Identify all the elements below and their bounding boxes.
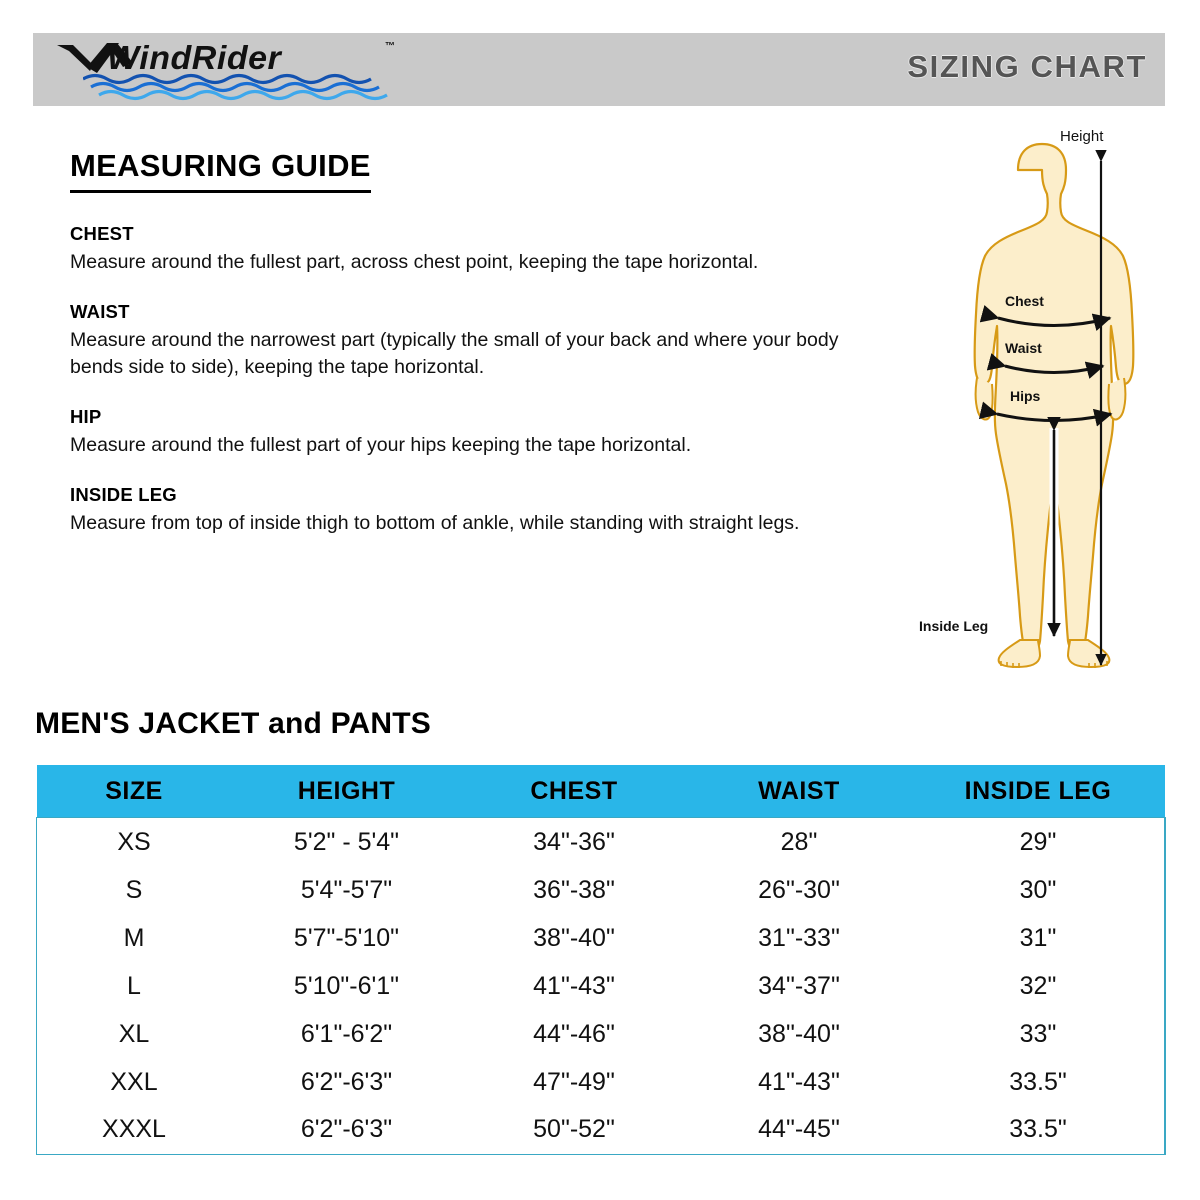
cell-height: 6'2"-6'3" <box>300 1067 393 1096</box>
column-header-height: HEIGHT <box>232 765 462 818</box>
header-band <box>33 33 1165 106</box>
cell-height: 6'1"-6'2" <box>300 1019 393 1048</box>
guide-text-inside-leg: Measure from top of inside thigh to bottom of ankle, while standing with straight legs. <box>70 511 800 534</box>
cell-chest: 41"-43" <box>533 971 615 1000</box>
cell-size: XS <box>37 818 232 866</box>
guide-section-chest <box>70 223 890 277</box>
figure-label-hips: Hips <box>1010 388 1041 404</box>
size-table-body <box>37 818 1165 1154</box>
cell-chest: 36"-38" <box>533 875 615 904</box>
cell-chest: 34"-36" <box>533 827 615 856</box>
figure-label-height: Height <box>1060 128 1104 145</box>
body-figure-svg <box>905 128 1195 693</box>
cell-height: 5'10"-6'1" <box>293 971 400 1000</box>
cell-waist: 31"-33" <box>758 923 840 952</box>
figure-label-chest: Chest <box>1005 293 1044 309</box>
cell-chest: 44"-46" <box>533 1019 615 1048</box>
guide-section-waist <box>70 301 890 382</box>
size-table-heading: MEN'S JACKET and PANTS <box>35 707 432 740</box>
cell-inside-leg: 33.5" <box>912 1058 1165 1106</box>
cell-height: 5'7"-5'10" <box>293 923 400 952</box>
measuring-guide <box>70 148 890 537</box>
cell-height: 5'2" - 5'4" <box>293 827 400 856</box>
guide-label-inside-leg: INSIDE LEG <box>70 483 177 505</box>
cell-size: XL <box>37 1010 232 1058</box>
table-row <box>37 914 1165 962</box>
table-row <box>37 1058 1165 1106</box>
cell-size: S <box>37 866 232 914</box>
measuring-guide-title: MEASURING GUIDE <box>70 148 371 193</box>
guide-section-hip <box>70 406 890 460</box>
cell-inside-leg: 32" <box>912 962 1165 1010</box>
table-row <box>37 866 1165 914</box>
logo-waves-icon <box>83 71 403 101</box>
column-header-waist: WAIST <box>687 765 912 818</box>
cell-waist: 38"-40" <box>758 1019 840 1048</box>
cell-size: XXXL <box>37 1106 232 1154</box>
cell-size: L <box>37 962 232 1010</box>
guide-label-hip: HIP <box>70 406 102 428</box>
trademark-symbol: ™ <box>385 41 395 52</box>
cell-waist: 41"-43" <box>758 1067 840 1096</box>
cell-chest: 38"-40" <box>533 923 615 952</box>
cell-inside-leg: 33.5" <box>912 1106 1165 1154</box>
guide-text-waist: Measure around the narrowest part (typically the small of your back and where your body bends side to side), keeping the tape horizontal. <box>70 328 839 379</box>
column-header-size: SIZE <box>37 765 232 818</box>
figure-label-waist: Waist <box>1005 340 1042 356</box>
table-row <box>37 1010 1165 1058</box>
cell-waist: 26"-30" <box>758 875 840 904</box>
guide-text-hip: Measure around the fullest part of your hips keeping the tape horizontal. <box>70 434 692 457</box>
table-row <box>37 1106 1165 1154</box>
column-header-chest: CHEST <box>462 765 687 818</box>
table-row <box>37 818 1165 866</box>
cell-height: 6'2"-6'3" <box>232 1106 462 1154</box>
guide-label-chest: CHEST <box>70 223 134 244</box>
guide-label-waist: WAIST <box>70 300 130 322</box>
cell-inside-leg: 31" <box>912 914 1165 962</box>
cell-chest: 50"-52" <box>462 1106 687 1154</box>
size-chart-table <box>36 765 1165 1155</box>
table-header-row <box>37 765 1165 818</box>
logo-wordmark-text: WindRider <box>107 39 282 76</box>
cell-inside-leg: 33" <box>912 1010 1165 1058</box>
column-header-inside-leg: INSIDE LEG <box>912 765 1165 818</box>
windrider-logo <box>55 37 415 103</box>
sizing-chart-title: SIZING CHART <box>907 49 1147 84</box>
cell-size: XXL <box>37 1058 232 1106</box>
body-measurement-diagram <box>905 128 1195 693</box>
guide-text-chest: Measure around the fullest part, across chest point, keeping the tape horizontal. <box>70 251 759 273</box>
cell-inside-leg: 30" <box>912 866 1165 914</box>
cell-inside-leg: 29" <box>912 818 1165 866</box>
guide-section-inside-leg <box>70 484 890 538</box>
cell-height: 5'4"-5'7" <box>300 875 393 904</box>
cell-chest: 47"-49" <box>533 1067 615 1096</box>
cell-waist: 44"-45" <box>687 1106 912 1154</box>
cell-waist: 28" <box>780 827 818 856</box>
cell-size: M <box>37 914 232 962</box>
table-row <box>37 962 1165 1010</box>
cell-waist: 34"-37" <box>758 971 840 1000</box>
figure-label-inside-leg: Inside Leg <box>919 618 989 634</box>
